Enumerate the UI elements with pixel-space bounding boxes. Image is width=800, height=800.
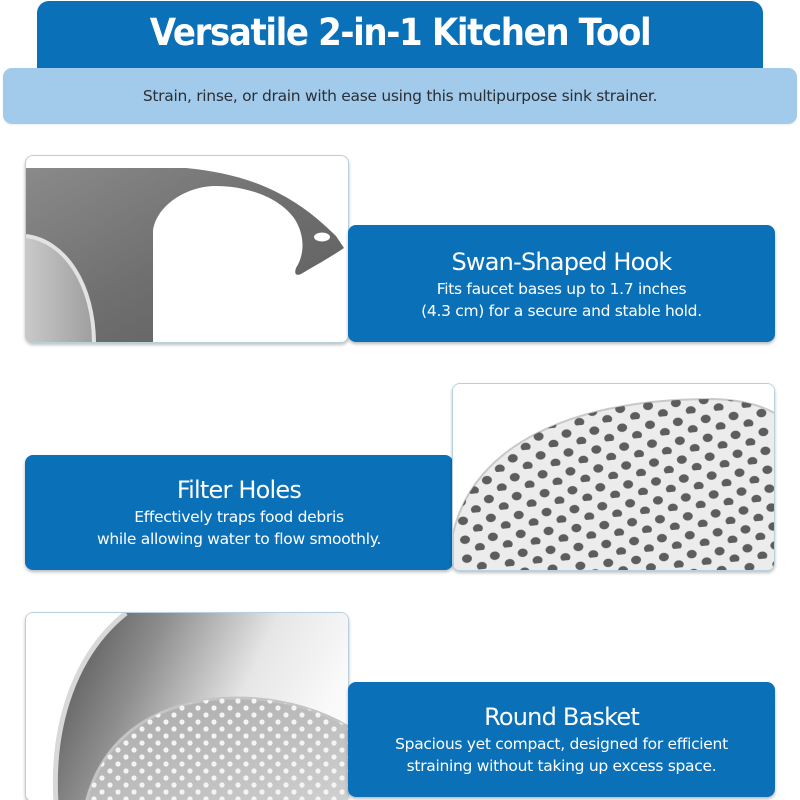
feature-title: Filter Holes — [176, 476, 302, 504]
feature-description-line2: while allowing water to flow smoothly. — [96, 530, 381, 548]
filter-holes-image — [452, 383, 775, 571]
page-title: Versatile 2-in-1 Kitchen Tool — [149, 11, 651, 54]
feature-description-line2: (4.3 cm) for a secure and stable hold. — [421, 302, 702, 320]
feature-round-basket — [348, 682, 775, 797]
feature-swan-hook — [348, 225, 775, 342]
filter-holes-illustration — [453, 384, 775, 571]
round-basket-image — [25, 612, 349, 800]
round-basket-illustration — [26, 613, 349, 800]
feature-description-line1: Spacious yet compact, designed for efficient — [395, 735, 728, 753]
feature-description-line1: Effectively traps food debris — [134, 508, 344, 526]
swan-hook-image — [25, 155, 349, 343]
feature-title: Round Basket — [484, 703, 639, 731]
swan-hook-illustration — [26, 156, 349, 343]
subtitle-bar — [3, 68, 797, 124]
feature-description-line1: Fits faucet bases up to 1.7 inches — [436, 280, 687, 298]
feature-description-line2: straining without taking up excess space. — [406, 757, 717, 775]
feature-filter-holes — [25, 455, 453, 570]
feature-title: Swan-Shaped Hook — [451, 248, 672, 276]
title-banner — [37, 1, 763, 71]
page-subtitle: Strain, rinse, or drain with ease using this multipurpose sink strainer. — [142, 87, 658, 105]
